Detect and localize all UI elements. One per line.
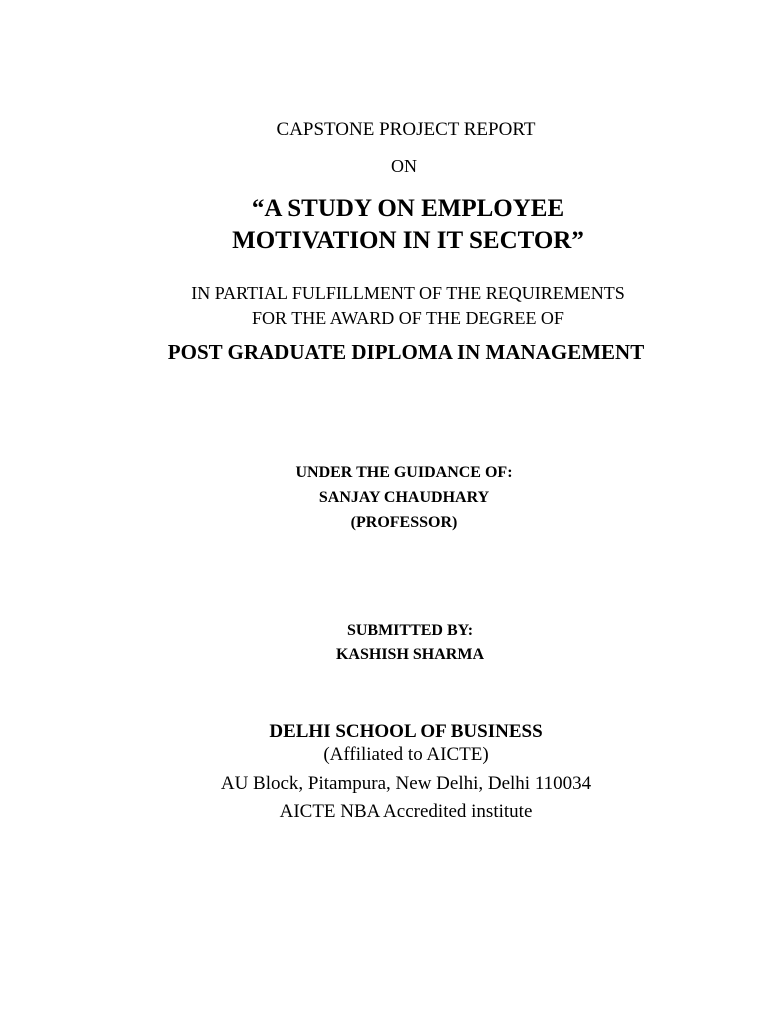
- submitted-by-heading: SUBMITTED BY:: [346, 622, 474, 639]
- report-on-label: ON: [391, 156, 417, 176]
- degree-name: POST GRADUATE DIPLOMA IN MANAGEMENT: [167, 340, 645, 364]
- institute-name: DELHI SCHOOL OF BUSINESS: [269, 721, 543, 742]
- institute-affiliation: (Affiliated to AICTE): [323, 744, 489, 765]
- student-name: KASHISH SHARMA: [335, 646, 485, 663]
- report-title-line-2: MOTIVATION IN IT SECTOR”: [232, 227, 584, 254]
- institute-accreditation: AICTE NBA Accredited institute: [279, 801, 533, 822]
- report-title-line-1: “A STUDY ON EMPLOYEE: [251, 195, 565, 222]
- fulfillment-line-1: IN PARTIAL FULFILLMENT OF THE REQUIREMENTS: [191, 283, 625, 303]
- fulfillment-line-2: FOR THE AWARD OF THE DEGREE OF: [252, 308, 564, 328]
- institute-address: AU Block, Pitampura, New Delhi, Delhi 110034: [220, 773, 592, 794]
- guide-role: (PROFESSOR): [350, 514, 458, 531]
- guide-name: SANJAY CHAUDHARY: [318, 489, 490, 506]
- report-type: CAPSTONE PROJECT REPORT: [276, 119, 536, 140]
- guidance-heading: UNDER THE GUIDANCE OF:: [295, 464, 513, 481]
